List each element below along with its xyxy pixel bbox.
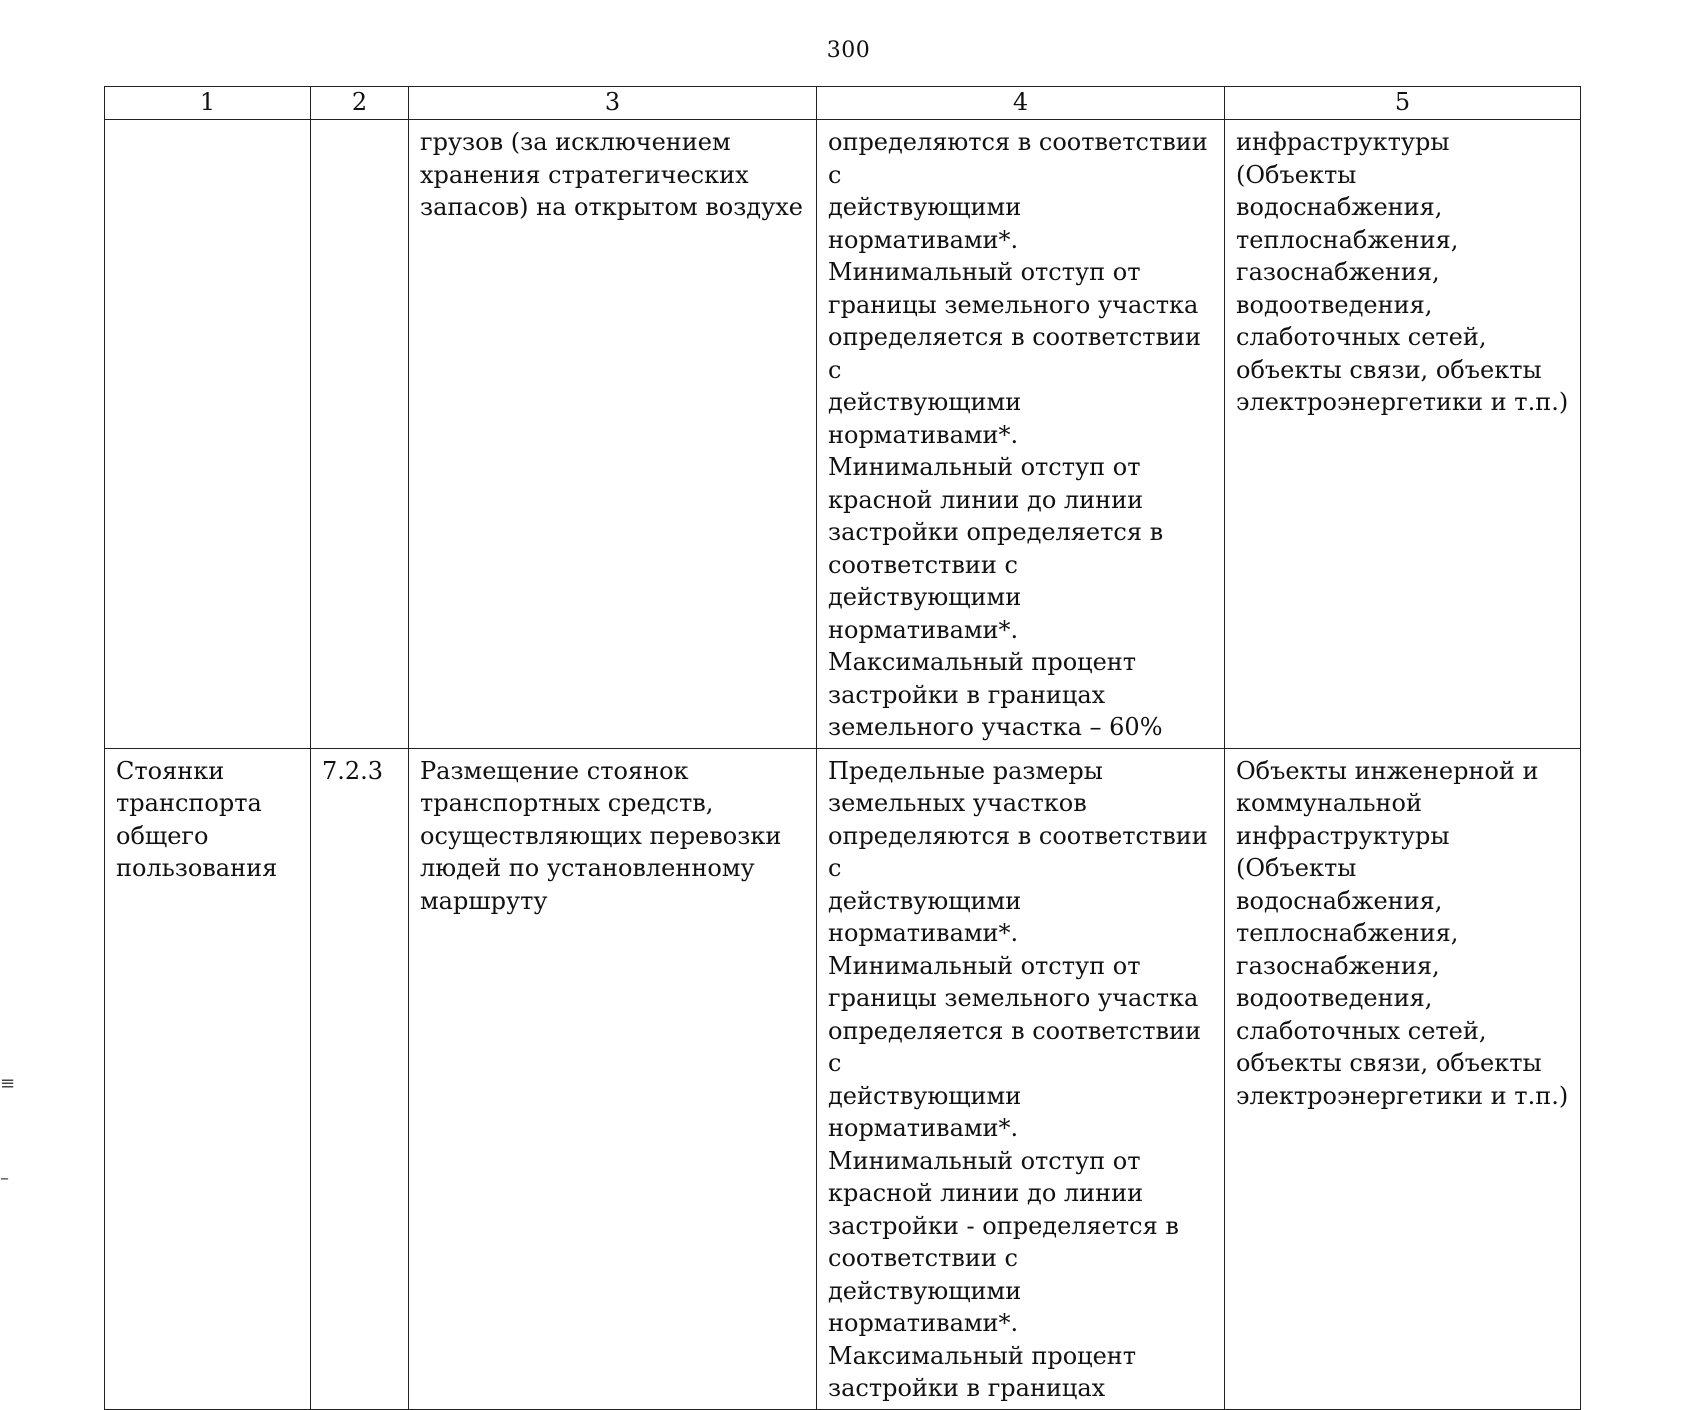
cell-use-type	[105, 748, 311, 1409]
column-header-5: 5	[1225, 87, 1581, 120]
cell-description	[409, 120, 817, 749]
cell-use-type	[105, 120, 311, 749]
margin-mark-bottom: –	[0, 1168, 9, 1189]
column-header-4: 4	[817, 87, 1225, 120]
column-header-1: 1	[105, 87, 311, 120]
table-row	[105, 748, 1581, 1409]
column-header-3: 3	[409, 87, 817, 120]
cell-text: Объекты инженерной и коммунальной инфраструктуры (Объекты водоснабжения, теплоснабжения, газоснабжения, водоотведения, слаботочных сетей, объекты связи, объекты электроэнергетики и т.п.)	[1236, 756, 1569, 1110]
margin-marks	[0, 1073, 16, 1189]
cell-text: грузов (за исключением хранения стратегических запасов) на открытом воздухе	[420, 128, 803, 221]
table-row	[105, 120, 1581, 749]
page-number: 300	[826, 38, 871, 63]
cell-code	[311, 120, 409, 749]
cell-auxiliary-objects	[1225, 748, 1581, 1409]
cell-text: Размещение стоянок транспортных средств, осуществляющих перевозки людей по установленному маршруту	[420, 756, 782, 915]
cell-auxiliary-objects	[1225, 120, 1581, 749]
column-header-2: 2	[311, 87, 409, 120]
zoning-table	[104, 86, 1581, 1410]
table-header-row	[105, 87, 1581, 120]
cell-parameters	[817, 748, 1225, 1409]
cell-text: Предельные размеры земельных участков определяются в соответствии с действующими нормативами*. Минимальный отступ от границы земельного участка определяется в соответствии с действующими нормативами*. Минимальный отступ от красной линии до линии застройки - определяется в соответствии с действующими нормативами*. Максимальный процент застройки в границах	[828, 756, 1208, 1402]
cell-code	[311, 748, 409, 1409]
cell-text: 7.2.3	[322, 756, 384, 785]
cell-parameters	[817, 120, 1225, 749]
cell-description	[409, 748, 817, 1409]
cell-text: инфраструктуры (Объекты водоснабжения, теплоснабжения, газоснабжения, водоотведения, слаботочных сетей, объекты связи, объекты электроэнергетики и т.п.)	[1236, 128, 1569, 416]
margin-mark-top: ≡	[0, 1073, 16, 1094]
cell-text: определяются в соответствии с действующими нормативами*. Минимальный отступ от границы земельного участка определяется в соответствии с действующими нормативами*. Минимальный отступ от красной линии до линии застройки определяется в соответствии с действующими нормативами*. Максимальный процент застройки в границах земельного участка – 60%	[828, 128, 1208, 741]
cell-text: Стоянки транспорта общего пользования	[116, 756, 278, 882]
